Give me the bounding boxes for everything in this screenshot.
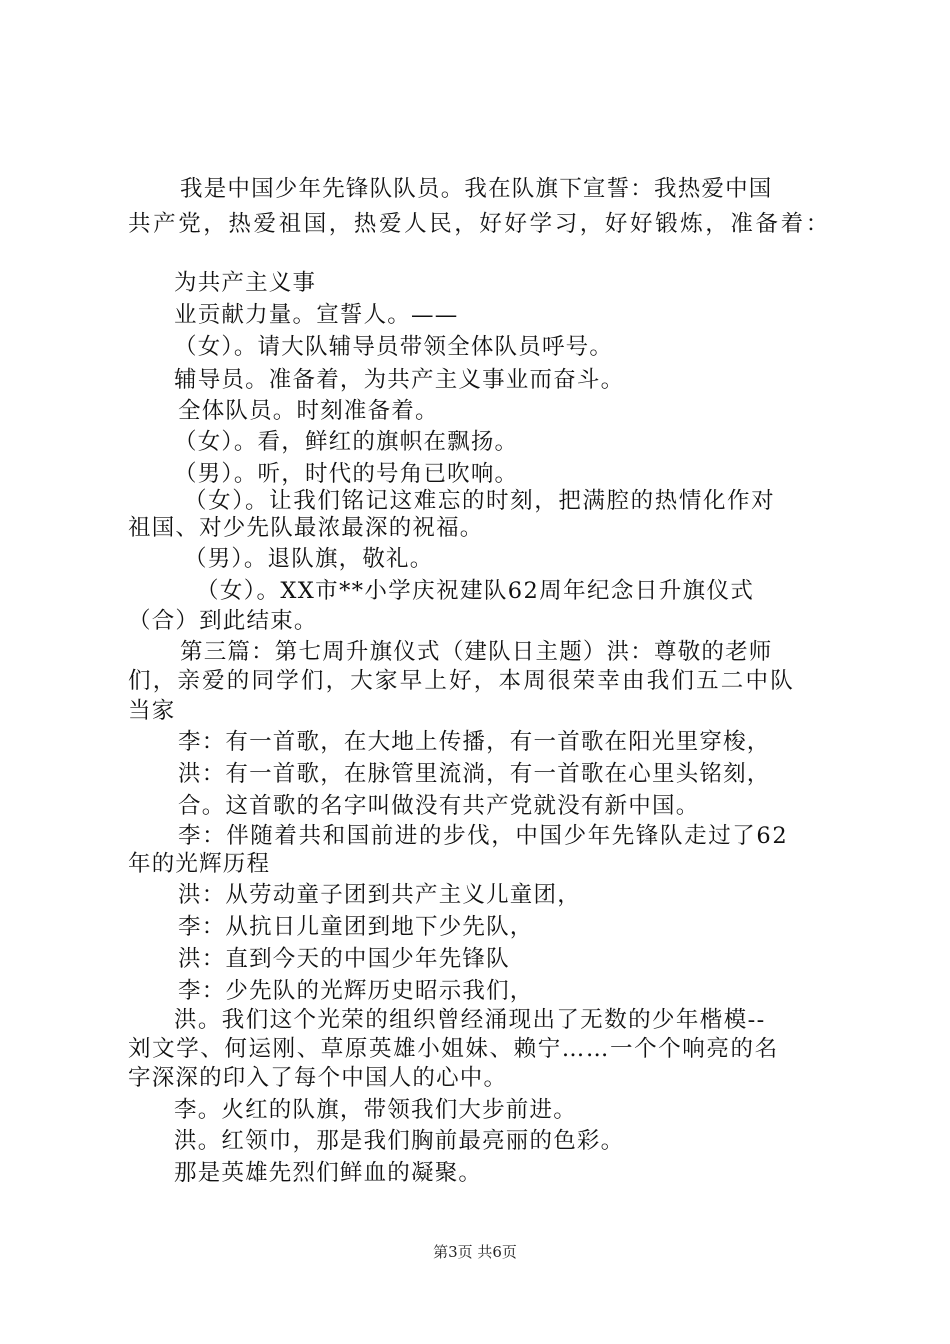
text-line: 那是英雄先烈们鲜血的凝聚。 (174, 1160, 483, 1186)
text-line: 辅导员。准备着，为共产主义事业而奋斗。 (174, 367, 625, 393)
text-line: 年的光辉历程 (128, 851, 271, 877)
text-line: 祖国、对少先队最浓最深的祝福。 (128, 515, 484, 541)
text-line: 合。这首歌的名字叫做没有共产党就没有新中国。 (178, 793, 700, 819)
text-line: 洪。我们这个光荣的组织曾经涌现出了无数的少年楷模-- (174, 1007, 766, 1033)
text-line: （男）。退队旗，敬礼。 (184, 546, 434, 572)
text-line: 李：少先队的光辉历史昭示我们， (178, 978, 534, 1004)
text-line: （女）。XX市**小学庆祝建队62周年纪念日升旗仪式 (196, 578, 755, 604)
text-line: 洪：有一首歌，在脉管里流淌，有一首歌在心里头铭刻， (178, 761, 771, 787)
text-line: 洪：从劳动童子团到共产主义儿童团， (178, 882, 581, 908)
text-line: 字深深的印入了每个中国人的心中。 (128, 1065, 508, 1091)
text-line: 我是中国少年先锋队队员。我在队旗下宣誓：我热爱中国 (180, 176, 773, 202)
text-line: 第三篇：第七周升旗仪式（建队日主题）洪：尊敬的老师 (180, 639, 773, 665)
page-number-footer: 第3页 共6页 (433, 1243, 517, 1261)
text-line: 业贡献力量。宣誓人。—— (174, 302, 459, 328)
text-line: 洪：直到今天的中国少年先锋队 (178, 946, 510, 972)
text-line: （男）。听，时代的号角已吹响。 (174, 461, 519, 487)
text-line: 李：有一首歌，在大地上传播，有一首歌在阳光里穿梭， (178, 729, 771, 755)
text-line: （合）到此结束。 (128, 608, 318, 634)
text-line: （女）。让我们铭记这难忘的时刻，把满腔的热情化作对 (184, 488, 776, 514)
text-line: 李：从抗日儿童团到地下少先队， (178, 914, 534, 940)
text-line: （女）。看，鲜红的旗帜在飘扬。 (174, 429, 519, 455)
text-line: 共产党，热爱祖国，热爱人民，好好学习，好好锻炼，准备着： (128, 211, 831, 237)
text-line: 洪。红领巾，那是我们胸前最亮丽的色彩。 (174, 1128, 625, 1154)
text-line: 当家 (128, 698, 176, 724)
text-line: 李：伴随着共和国前进的步伐，中国少年先锋队走过了62 (178, 823, 789, 849)
text-line: 们，亲爱的同学们，大家早上好，本周很荣幸由我们五二中队 (128, 668, 795, 694)
text-line: 全体队员。时刻准备着。 (178, 398, 439, 424)
text-line: 刘文学、何运刚、草原英雄小姐妹、赖宁……一个个响亮的名 (128, 1036, 779, 1062)
text-line: 为共产主义事 (174, 270, 317, 296)
text-line: （女）。请大队辅导员带领全体队员呼号。 (174, 334, 614, 360)
text-line: 李。火红的队旗，带领我们大步前进。 (174, 1097, 577, 1123)
